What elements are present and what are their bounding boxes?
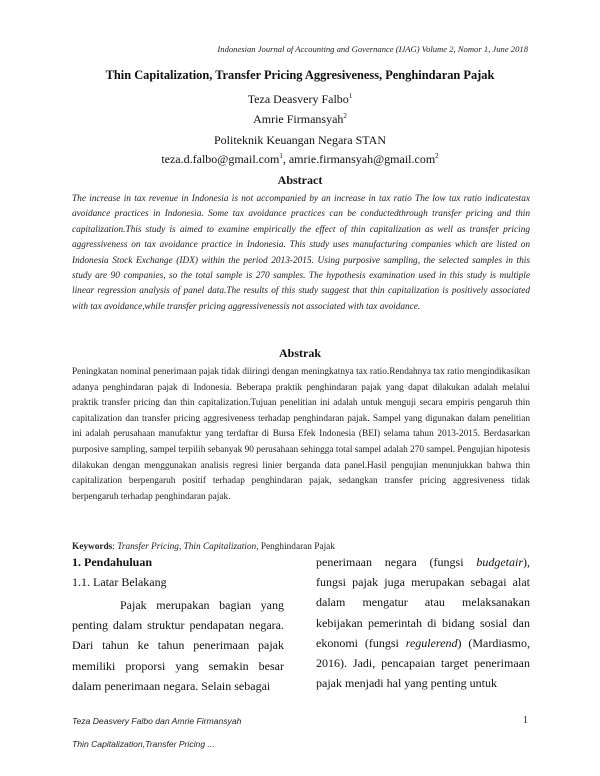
author-2-name: Amrie Firmansyah [253, 112, 344, 126]
right-text-2: ), fungsi pajak juga merupakan sebagai alat dalam mengatur atau melaksanakan kebijakan pemerintah di bidang sosial dan ekonomi (fungsi [316, 555, 530, 650]
abstrak-heading: Abstrak [278, 346, 321, 360]
institution: Politeknik Keuangan Negara STAN [214, 133, 386, 147]
email-separator: , [282, 152, 289, 166]
author-1-name: Teza Deasvery Falbo [247, 92, 349, 106]
author-1-mark: 1 [348, 92, 353, 100]
author-2 [0, 112, 600, 127]
author-2-mark: 2 [343, 112, 347, 120]
paper-title: Thin Capitalization, Transfer Pricing Aggresiveness, Penghindaran Pajak [105, 68, 495, 82]
footer-authors: Teza Deasvery Falbo dan Amrie Firmansyah [72, 716, 242, 726]
keywords-colon: : [112, 542, 118, 552]
email-1[interactable]: teza.d.falbo@gmail.com [161, 152, 280, 166]
footer-short-title: Thin Capitalization,Transfer Pricing ... [72, 739, 215, 749]
abstract-indonesian: Peningkatan nominal penerimaan pajak tidak diiringi dengan meningkatnya tax ratio.Rendahnya tax ratio mengindikasikan adanya penghindaran pajak di Indonesia. Beberapa praktik penghindaran pajak yang dapat dilakukan adalah melalui praktik transfer pricing dan thin capitalization.Tujuan penelitian ini adalah untuk menguji secara empiris pengaruh thin capitalization dan transfer pricing aggresiveness terhadap penghindaran pajak. Sampel yang digunakan dalam penelitian ini adalah perusahaan manufaktur yang terdaftar di Bursa Efek Indonesia (BEI) selama tahun 2013-2015. Berdasarkan purposive sampling, sampel terpilih sebanyak 90 perusahaan sehingga total sampel adalah 270 sampel. Pengujian hipotesis dilakukan dengan menggunakan analisis regresi linier berganda data panel.Hasil pengujian menunjukkan bahwa thin capitalization berpengaruh positif terhadap penghindaran pajak, sedangkan transfer pricing aggresiveness tidak berpengaruh terhadap penghindaran pajak. [72, 367, 530, 502]
right-text-3: ) (Mardiasmo, 2016). Jadi, pencapaian target penerimaan pajak menjadi hal yang penting untuk [316, 635, 530, 691]
term-regulerend: regulerend [405, 635, 458, 650]
email-1-mark: 1 [279, 152, 283, 160]
term-budgetair: budgetair [476, 555, 523, 569]
abstract-english: The increase in tax revenue in Indonesia is not accompanied by an increase in tax ratio The low tax ratio indicatestax avoidance practices in Indonesia. Some tax avoidance practices can be conductedthrough transfer pricing and thin capitalization.This study is aimed to examine empirically the effect of thin capitalization as well as transfer pricing aggressiveness on tax avoidance practice in Indonesia. This study uses manufacturing companies which are listed on Indonesia Stock Exchange (IDX) within the period 2013-2015. Using purposive sampling, the selected samples in this study are 90 companies, so the total sample is 270 samples. The hypothesis examination used in this study is multiple linear regression analysis of panel data.The results of this study suggest that thin capitalization is positively associated with tax avoidance,while transfer pricing aggressivenessis not associated with tax avoidance. [72, 194, 530, 312]
left-body-text: Pajak merupakan bagian yang penting dalam struktur pendapatan negara. Dari tahun ke tahun penerimaan pajak memiliki proporsi yang semakin besar dalam penerimaan negara. Selain sebagai [72, 598, 284, 693]
right-text-1: penerimaan negara (fungsi [316, 555, 477, 569]
section-heading: 1. Pendahuluan [72, 555, 153, 569]
abstract-heading: Abstract [277, 173, 323, 187]
author-1 [0, 92, 600, 107]
keywords-rest: , Penghindaran Pajak [256, 542, 335, 552]
keywords [72, 542, 530, 552]
subsection-heading: 1.1. Latar Belakang [72, 575, 167, 589]
keywords-label: Keywords [72, 542, 113, 552]
email-2-mark: 2 [435, 152, 439, 160]
email-2[interactable]: amrie.firmansyah@gmail.com [288, 152, 436, 166]
journal-header: Indonesian Journal of Accounting and Governance (IJAG) Volume 2, Nomor 1, June 2018 [217, 44, 528, 54]
author-emails [0, 152, 600, 167]
page-number: 1 [523, 715, 528, 726]
right-body-text [316, 552, 530, 693]
keywords-italic: Transfer Pricing, Thin Capitalization [117, 542, 257, 552]
